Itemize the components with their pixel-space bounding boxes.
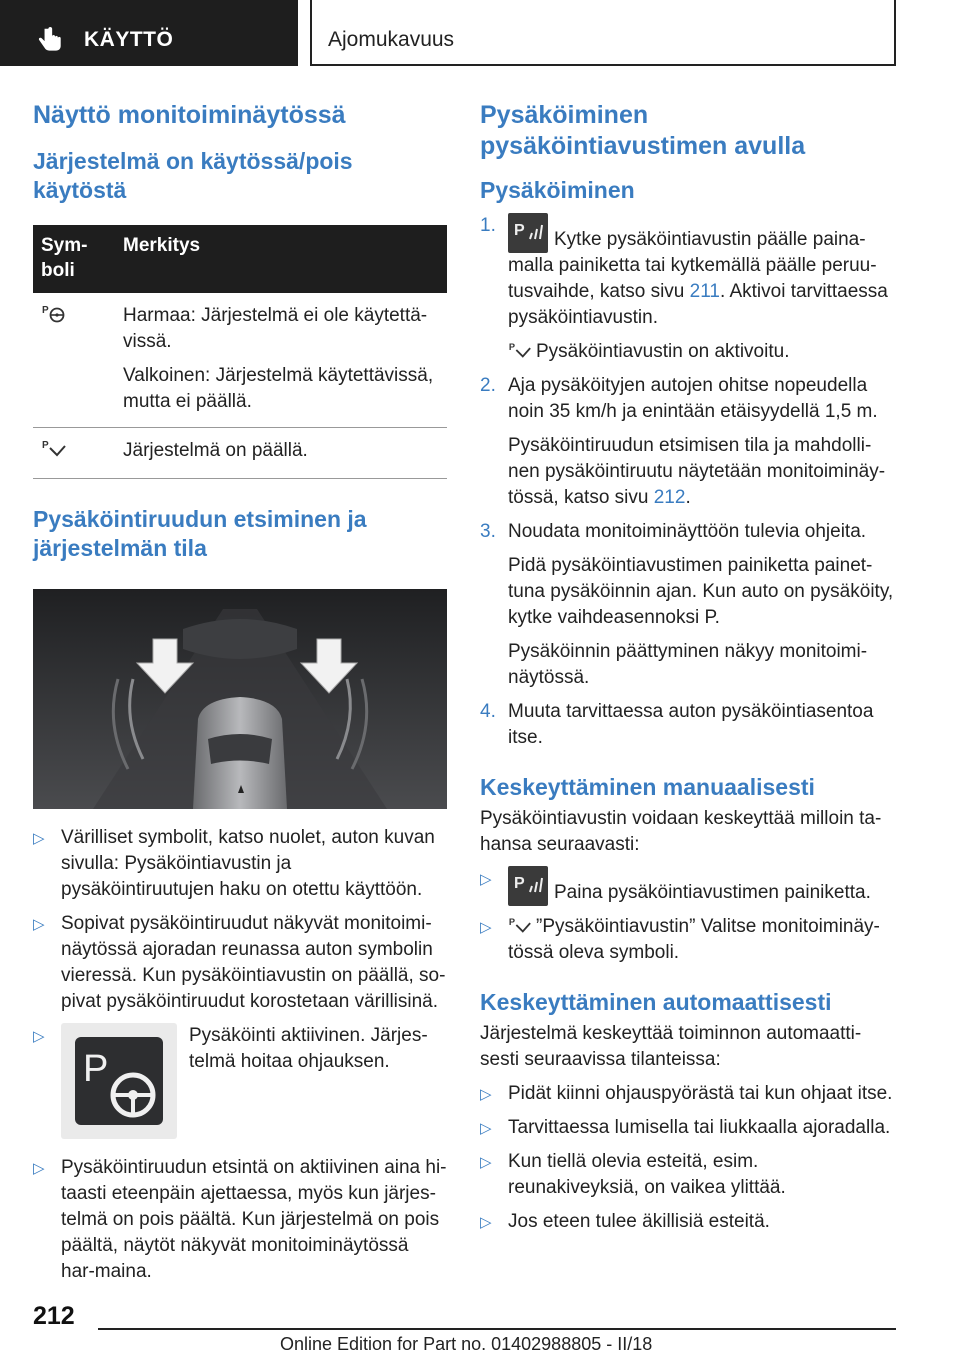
list-item: ▷ P Paina pysäköintiavustimen painiketta. <box>480 866 894 906</box>
triangle-bullet-icon: ▷ <box>480 1214 492 1231</box>
step-item: 3. Noudata monitoiminäyttöön tulevia ohjeita. Pidä pysäköintiavustimen painiketta painet-tuna pysäköinnin ajan. Kun auto on pysäköity, kytke vaihdeasennoksi P. Pysäköinnin päättyminen näkyy monitoimi-näytössä. <box>480 521 894 688</box>
step-number: 3. <box>480 521 496 542</box>
heading-display: Näyttö monitoiminäytössä <box>33 101 346 129</box>
status-bullets <box>33 825 447 1285</box>
svg-text:P: P <box>514 875 525 892</box>
heading-auto-cancel: Keskeyttäminen automaattisesti <box>480 989 832 1015</box>
triangle-bullet-icon: ▷ <box>33 916 45 933</box>
list-item: ▷ Jos eteen tulee äkillisiä esteitä. <box>480 1209 894 1235</box>
svg-text:P: P <box>508 917 516 927</box>
symbol-cell <box>33 428 115 479</box>
step-number: 2. <box>480 375 496 396</box>
parking-steps <box>480 213 894 751</box>
list-item: ▷ Tarvittaessa lumisella tai liukkaalla ajoradalla. <box>480 1115 894 1141</box>
triangle-bullet-icon: ▷ <box>33 830 45 847</box>
edition-note: Online Edition for Part no. 01402988805 - II/18 <box>280 1334 653 1354</box>
left-column <box>33 100 447 1285</box>
step-number: 1. <box>480 215 496 236</box>
meaning-active: Järjestelmä on päällä. <box>123 440 308 461</box>
col-meaning-header: Merkitys <box>115 225 447 293</box>
heading-parking: Pysäköiminen <box>480 177 635 203</box>
page-header <box>0 0 960 66</box>
park-assist-active-icon <box>508 340 532 360</box>
table-row <box>33 293 447 428</box>
park-assist-button-icon <box>508 213 548 253</box>
step-item: 4. Muuta tarvittaessa auton pysäköintiasentoa itse. <box>480 701 874 748</box>
heading-parking-assist: Pysäköiminen pysäköintiavustimen avulla <box>480 101 806 160</box>
monitor-screen-image <box>33 589 447 809</box>
list-item: ▷ P ”Pysäköintiavustin” Valitse monitoiminäy-tössä oleva symboli. <box>480 916 880 963</box>
triangle-bullet-icon: ▷ <box>480 919 492 936</box>
chapter-box <box>310 0 896 66</box>
park-active-symbol <box>61 1023 177 1139</box>
right-column <box>480 100 894 1235</box>
triangle-bullet-icon: ▷ <box>480 1120 492 1137</box>
svg-text:P: P <box>508 342 516 352</box>
triangle-bullet-icon: ▷ <box>480 1154 492 1171</box>
auto-intro: Järjestelmä keskeyttää toiminnon automaatti-sesti seuraavissa tilanteissa: <box>480 1023 862 1070</box>
chapter-title: Ajomukavuus <box>328 28 455 51</box>
list-item: ▷ Sopivat pysäköintiruudut näkyvät monitoimi-näytössä ajoradan reunassa auton symbolin vieressä. Kun pysäköintiavustin on päällä, so-pivat pysäköintiruudut korostetaan värillisinä. <box>33 913 446 1012</box>
list-item: ▷ Pidät kiinni ohjauspyörästä tai kun ohjaat itse. <box>480 1081 894 1107</box>
list-item: ▷ Värilliset symbolit, katso nuolet, auton kuvan sivulla: Pysäköintiavustin ja pysäköintiruutujen haku on otettu käyttöön. <box>33 827 435 900</box>
col-symbol-header: Sym-boli <box>33 225 115 293</box>
section-title: KÄYTTÖ <box>84 28 174 51</box>
step-item: 2. Aja pysäköityjen autojen ohitse nopeudella noin 35 km/h ja enintään etäisyydellä 1,5 m. Pysäköintiruudun etsimisen tila ja mahdolli-nen pysäköintiruutu näytetään monitoiminäy-tössä, katso sivu 212. <box>480 375 886 508</box>
parking-display-illustration <box>33 589 447 809</box>
triangle-bullet-icon: ▷ <box>480 871 492 888</box>
page-number: 212 <box>33 1302 75 1330</box>
park-active-text: Pysäköinti aktiivinen. Järjes-telmä hoitaa ohjauksen. <box>189 1025 428 1072</box>
triangle-bullet-icon: ▷ <box>33 1160 45 1177</box>
triangle-bullet-icon: ▷ <box>480 1086 492 1103</box>
meaning-grey: Harmaa: Järjestelmä ei ole käytettä-vissä. <box>123 305 428 352</box>
list-item <box>33 1023 447 1147</box>
hand-pointer-icon <box>36 26 66 56</box>
page-link-211[interactable]: 211 <box>689 281 720 302</box>
heading-status: Järjestelmä on käytössä/pois käytöstä <box>33 148 353 203</box>
table-row <box>33 428 447 479</box>
list-item: ▷ Pysäköintiruudun etsintä on aktiivinen aina hi-taasti eteenpäin ajettaessa, myös kun järjes-telmä on pois päältä. Kun järjestelmä on pois päältä, näytöt näkyvät monitoiminäytössä har-maina. <box>33 1157 447 1282</box>
heading-manual-cancel: Keskeyttäminen manuaalisesti <box>480 774 815 800</box>
triangle-bullet-icon: ▷ <box>33 1028 45 1045</box>
footer-divider <box>98 1328 896 1330</box>
page-link-212[interactable]: 212 <box>653 487 686 508</box>
meaning-cell <box>115 293 447 428</box>
svg-text:P: P <box>42 440 49 451</box>
manual-intro: Pysäköintiavustin voidaan keskeyttää milloin ta-hansa seuraavasti: <box>480 808 882 855</box>
auto-bullets <box>480 1081 894 1235</box>
park-assist-button-icon <box>508 866 548 906</box>
step-number: 4. <box>480 701 496 722</box>
svg-text:P: P <box>42 305 49 316</box>
svg-text:P: P <box>514 222 525 239</box>
manual-bullets <box>480 866 894 966</box>
meaning-cell <box>115 428 447 479</box>
symbol-table <box>33 225 447 479</box>
symbol-cell <box>33 293 115 428</box>
step-item: 1. P Kytke pysäköintiavustin päälle paina-malla painiketta tai kytkemällä päälle peruu-tusvaihde, katso sivu 211. Aktivoi tarvittaessa pysäköintiavustin. P Pysäköintiavustin on aktivoitu. <box>480 215 888 362</box>
park-assist-steering-icon <box>41 303 67 323</box>
svg-text:P: P <box>83 1048 109 1090</box>
park-assist-active-icon <box>508 915 532 935</box>
park-steering-large-icon <box>61 1023 177 1139</box>
section-tab <box>0 0 298 66</box>
meaning-white: Valkoinen: Järjestelmä käytettävissä, mutta ei päällä. <box>123 365 434 412</box>
park-assist-active-icon <box>41 438 67 458</box>
heading-search: Pysäköintiruudun etsiminen ja järjestelmän tila <box>33 506 367 561</box>
list-item: ▷ Kun tiellä olevia esteitä, esim. reunakiveyksiä, on vaikea ylittää. <box>480 1151 786 1198</box>
